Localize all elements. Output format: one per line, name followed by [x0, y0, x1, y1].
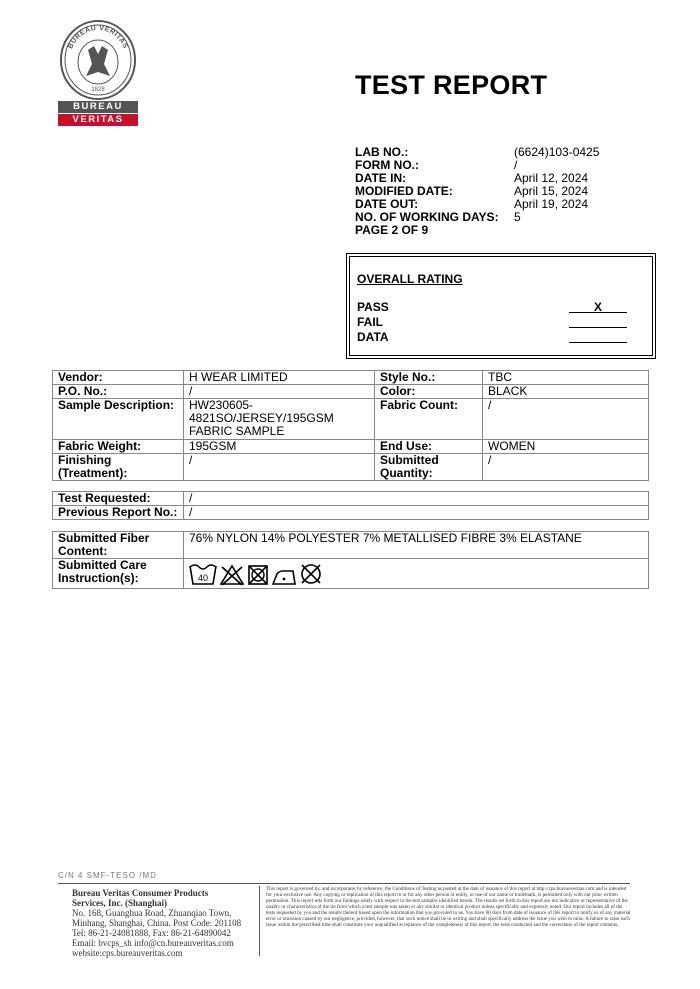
- po-label: P.O. No.:: [53, 385, 184, 399]
- description-label: Sample Description:: [53, 399, 184, 440]
- previous-report-label: Previous Report No.:: [53, 506, 184, 520]
- info-value: 5: [514, 210, 521, 224]
- end-use-value: WOMEN: [483, 440, 649, 454]
- table-row: [53, 532, 649, 559]
- quantity-value: /: [483, 454, 649, 481]
- rating-line: [569, 342, 627, 343]
- fabric-count-label: Fabric Count:: [375, 399, 483, 440]
- info-label: LAB NO.:: [355, 145, 409, 159]
- fiber-content-label: Submitted Fiber Content:: [53, 532, 184, 559]
- finishing-label: Finishing (Treatment):: [53, 454, 184, 481]
- logo-year: 1828: [91, 87, 105, 93]
- sample-info-table: [52, 370, 649, 481]
- wash-temperature: 40: [197, 573, 209, 583]
- footer-divider: [58, 883, 630, 884]
- rating-row-data: [357, 330, 647, 344]
- table-row: [53, 492, 649, 506]
- care-instruction-label: Submitted Care Instruction(s):: [53, 559, 184, 589]
- footer-address: No. 168, Guanghua Road, Zhuanqiao Town, Minhang, Shanghai, China. Post Code: 201108 Tel: 86-21-24081888, Fax: 86-21-64890042 Email: bvcps_sh info@cn.bureauveritas.com website:cps.bureauveritas.com: [72, 908, 242, 958]
- do-not-bleach-icon: [219, 564, 245, 586]
- quantity-label: Submitted Quantity:: [375, 454, 483, 481]
- info-value: April 15, 2024: [514, 184, 589, 198]
- care-instruction-value: [184, 559, 649, 589]
- info-label: NO. OF WORKING DAYS:: [355, 210, 499, 224]
- style-value: TBC: [483, 371, 649, 385]
- table-row: [53, 371, 649, 385]
- info-label: PAGE 2 OF 9: [355, 223, 429, 237]
- style-label: Style No.:: [375, 371, 483, 385]
- rating-mark: X: [593, 300, 602, 314]
- info-value: April 19, 2024: [514, 197, 589, 211]
- table-row: [53, 399, 649, 440]
- info-label: DATE IN:: [355, 171, 407, 185]
- info-page-number: [355, 224, 655, 237]
- rating-line: [569, 312, 627, 313]
- rating-label: FAIL: [357, 315, 383, 329]
- table-row: [53, 454, 649, 481]
- rating-label: DATA: [357, 330, 389, 344]
- footer-company: Bureau Veritas Consumer Products Services, Inc. (Shanghai): [72, 888, 209, 908]
- overall-rating-box: [346, 253, 656, 359]
- table-row: [53, 506, 649, 520]
- footer-column-divider: [259, 886, 260, 956]
- rating-row-fail: [357, 315, 647, 329]
- footer-legal-text: This report is governed by, and incorporates by reference, the Conditions of Testing as posted at the date of issuance of this report at http://cps.bureauveritas.com and is intended for your exclusive use. Any copying or replication of this report to or for any other person or entity, or use of our name or trademark, is permitted only with our prior written permission. This report sets forth our findings solely with respect to the test samples identified herein. The results set forth in this report are not indicative or representative of the quality or characteristics of the lot from which a test sample was taken or any similar or identical product unless specifically and expressly noted. Our report includes all of the tests requested by you and the results thereof based upon the information that you provided to us. You have 60 days from date of issuance of this report to notify us of any material error or omission caused by our negligence, provided, however, that such notice shall be in writing and shall specifically address the issue you wish to raise. A failure to raise such issue within the prescribed time shall constitute your unqualified acceptance of the completeness of this report, the tests conducted and the correctness of the report contents.: [266, 886, 631, 928]
- info-label: FORM NO.:: [355, 158, 419, 172]
- iron-low-icon: [271, 566, 297, 586]
- logo-band-bottom: VERITAS: [58, 114, 138, 126]
- page-title: TEST REPORT: [355, 70, 548, 100]
- info-value: April 12, 2024: [514, 171, 589, 185]
- do-not-tumble-dry-icon: [247, 564, 269, 586]
- fabric-count-value: /: [483, 399, 649, 440]
- finishing-value: /: [184, 454, 375, 481]
- table-row: [53, 559, 649, 589]
- table-row: [53, 440, 649, 454]
- info-label: MODIFIED DATE:: [355, 184, 453, 198]
- color-value: BLACK: [483, 385, 649, 399]
- footer-address-block: [72, 888, 257, 958]
- fabric-weight-label: Fabric Weight:: [53, 440, 184, 454]
- color-label: Color:: [375, 385, 483, 399]
- end-use-label: End Use:: [375, 440, 483, 454]
- test-requested-value: /: [184, 492, 649, 506]
- rating-title: OVERALL RATING: [357, 272, 463, 286]
- logo-ring-text: BUREAU VERITAS: [67, 24, 129, 50]
- description-value: HW230605- 4821SO/JERSEY/195GSM FABRIC SAMPLE: [184, 399, 375, 440]
- info-value: (6624)103-0425: [514, 145, 600, 159]
- footer-stamp: C/N 4 SMF-TESO /MD: [58, 871, 157, 880]
- fiber-content-value: 76% NYLON 14% POLYESTER 7% METALLISED FIBRE 3% ELASTANE: [184, 532, 649, 559]
- fabric-weight-value: 195GSM: [184, 440, 375, 454]
- bureau-veritas-logo: [58, 20, 138, 100]
- rating-row-pass: [357, 300, 647, 314]
- info-label: DATE OUT:: [355, 197, 419, 211]
- po-value: /: [184, 385, 375, 399]
- test-requested-label: Test Requested:: [53, 492, 184, 506]
- vendor-label: Vendor:: [53, 371, 184, 385]
- previous-report-value: /: [184, 506, 649, 520]
- tests-table: [52, 491, 649, 520]
- rating-label: PASS: [357, 300, 389, 314]
- fiber-care-table: [52, 531, 649, 589]
- wash-40-icon: [189, 562, 217, 586]
- rating-line: [569, 327, 627, 328]
- info-value: /: [514, 158, 518, 172]
- logo-band-top: BUREAU: [58, 101, 138, 113]
- vendor-value: H WEAR LIMITED: [184, 371, 375, 385]
- table-row: [53, 385, 649, 399]
- do-not-dry-clean-icon: [299, 562, 323, 586]
